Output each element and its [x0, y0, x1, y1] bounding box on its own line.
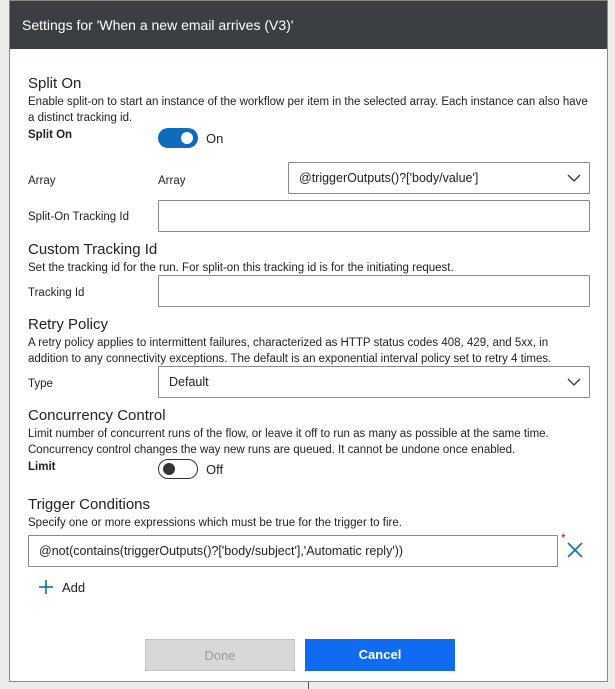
- retry-policy-description: A retry policy applies to intermittent failures, characterized as HTTP status codes 408, 429, and 5xx, in addition to any connectivity exceptions. The default is an exponential interval policy set to retry 4 times.: [28, 337, 552, 365]
- split-on-tracking-input[interactable]: [158, 200, 590, 232]
- concurrency-toggle-state: Off: [206, 462, 224, 477]
- trigger-conditions-description: Specify one or more expressions which must be true for the trigger to fire.: [28, 517, 402, 529]
- toggle-knob: [163, 463, 175, 475]
- split-on-tracking-label: Split-On Tracking Id: [28, 211, 129, 223]
- retry-policy-title: Retry Policy: [28, 316, 109, 333]
- flow-connector: [308, 682, 309, 689]
- required-marker: *: [561, 531, 566, 545]
- concurrency-limit-toggle[interactable]: [158, 459, 198, 479]
- dialog-title: Settings for 'When a new email arrives (V3)': [10, 1, 607, 49]
- tracking-id-label: Tracking Id: [28, 287, 85, 299]
- retry-type-value: Default: [169, 375, 209, 389]
- settings-dialog: [9, 0, 608, 682]
- array-dropdown[interactable]: [288, 162, 590, 194]
- array-label: Array: [28, 175, 56, 187]
- concurrency-title: Concurrency Control: [28, 407, 166, 424]
- close-icon[interactable]: [566, 541, 584, 559]
- custom-tracking-title: Custom Tracking Id: [28, 241, 158, 258]
- array-dropdown-value: @triggerOutputs()?['body/value']: [299, 171, 479, 185]
- done-button[interactable]: Done: [145, 639, 295, 671]
- trigger-conditions-title: Trigger Conditions: [28, 496, 150, 513]
- retry-type-label: Type: [28, 378, 53, 390]
- concurrency-limit-label: Limit: [28, 461, 56, 473]
- plus-icon: [38, 579, 54, 595]
- split-on-description: Enable split-on to start an instance of the workflow per item in the selected array. Each instance can also have a distinct tracking id.: [28, 96, 588, 124]
- tracking-id-input[interactable]: [158, 275, 590, 307]
- trigger-condition-input[interactable]: @not(contains(triggerOutputs()?['body/subject'],'Automatic reply')): [28, 535, 558, 567]
- split-on-title: Split On: [28, 75, 82, 92]
- split-on-toggle-state: On: [206, 131, 224, 146]
- split-on-toggle-label: Split On: [28, 129, 73, 141]
- array-sublabel: Array: [158, 175, 186, 187]
- toggle-knob: [181, 132, 193, 144]
- cancel-button[interactable]: Cancel: [305, 639, 455, 671]
- custom-tracking-description: Set the tracking id for the run. For split-on this tracking id is for the initiating request.: [28, 262, 454, 274]
- chevron-down-icon: [567, 367, 581, 397]
- retry-type-dropdown[interactable]: [158, 366, 590, 398]
- split-on-toggle[interactable]: [158, 128, 198, 148]
- concurrency-description: Limit number of concurrent runs of the flow, or leave it off to run as many as possible at the same time. Concurrency control changes the way new runs are queued. It cannot be undone once enabled.: [28, 428, 549, 456]
- add-condition-label: Add: [62, 580, 86, 595]
- chevron-down-icon: [567, 163, 581, 193]
